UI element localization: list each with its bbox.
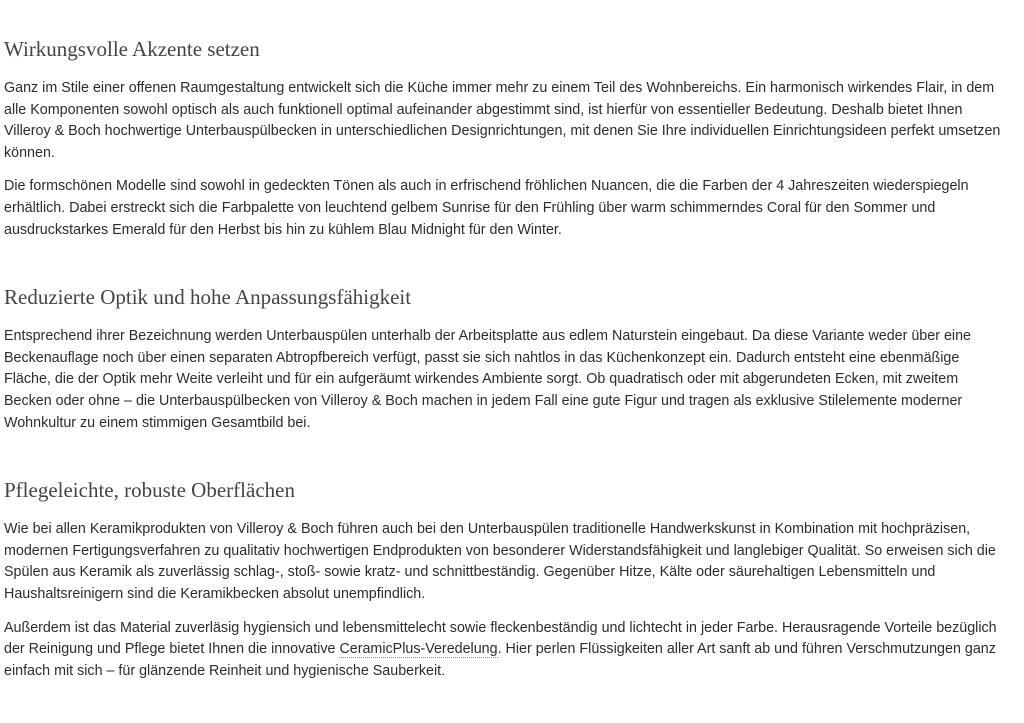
article-content — [4, 0, 1004, 682]
paragraph-text: . Hier perlen Flüssigkeiten aller Art sanft ab und führen Verschmutzungen ganz einfach mit sich – für glänzende Reinheit und hygienische Sauberkeit. — [4, 641, 996, 679]
paragraph-with-link — [4, 618, 1004, 683]
section-heading: Reduzierte Optik und hohe Anpassungsfähigkeit — [4, 285, 412, 310]
section-heading: Wirkungsvolle Akzente setzen — [4, 37, 260, 61]
paragraph-text: Außerdem ist das Material zuverläsig hygiensich und lebensmittelecht sowie fleckenbeständig und lichtecht in jeder Farbe. Herausragende Vorteile bezüglich der Reinigung und Pflege bietet Ihnen die innovative — [4, 619, 997, 658]
paragraph: Entsprechend ihrer Bezeichnung werden Unterbauspülen unterhalb der Arbeitsplatte aus edlem Naturstein eingebaut. Da diese Variante weder über eine Beckenauflage noch über einen separaten Abtropfbereich verfügt, passt sie sich nahtlos in das Küchenkonzept ein. Dadurch entsteht eine ebenmäßige Fläche, die der Optik mehr Weite verleiht und für ein aufgeräumt wirkendes Ambiente sorgt. Ob quadratisch oder mit abgerundeten Ecken, mit zweitem Becken oder ohne – die Unterbauspülbecken von Villeroy & Boch machen in jedem Fall eine gute Figur und tragen als exklusive Stilelemente moderner Wohnkultur zu einem stimmigen Gesamtbild bei. — [4, 328, 971, 431]
ceramicplus-link[interactable]: CeramicPlus-Veredelung — [339, 641, 498, 658]
section-wirkungsvolle-akzente — [4, 0, 1004, 241]
section-pflegeleichte-oberflaechen — [4, 478, 1004, 682]
paragraph: Ganz im Stile einer offenen Raumgestaltung entwickelt sich die Küche immer mehr zu einem Teil des Wohnbereichs. Ein harmonisch wirkendes Flair, in dem alle Komponenten sowohl optisch als auch funktionell optimal aufeinander abgestimmt sind, ist hierfür von essentieller Bedeutung. Deshalb bietet Ihnen Villeroy & Boch hochwertige Unterbauspülbecken in unterschiedlichen Designrichtungen, mit denen Sie Ihre individuellen Einrichtungsideen perfekt umsetzen können. — [4, 80, 1001, 161]
paragraph: Die formschönen Modelle sind sowohl in gedeckten Tönen als auch in erfrischend fröhlichen Nuancen, die die Farben der 4 Jahreszeiten wiederspiegeln erhältlich. Dabei erstreckt sich die Farbpalette von leuchtend gelbem Sunrise für den Frühling über warm schimmerndes Coral für den Sommer und ausdruckstarkes Emerald für den Herbst bis hin zu kühlem Blau Midnight für den Winter. — [4, 178, 969, 238]
paragraph: Wie bei allen Keramikprodukten von Villeroy & Boch führen auch bei den Unterbauspülen traditionelle Handwerkskunst in Kombination mit hochpräzisen, modernen Fertigungsverfahren zu qualitativ hochwertigen Endprodukten von besonderer Widerstandsfähigkeit und langlebiger Qualität. So erweisen sich die Spülen aus Keramik als zuverlässig schlag-, stoß- sowie kratz- und schnittbeständig. Gegenüber Hitze, Kälte oder säurehaltigen Lebensmitteln und Haushaltsreinigern sind die Keramikbecken absolut unempfindlich. — [4, 521, 996, 602]
section-heading: Pflegeleichte, robuste Oberflächen — [4, 478, 295, 503]
section-reduzierte-optik — [4, 285, 1004, 434]
